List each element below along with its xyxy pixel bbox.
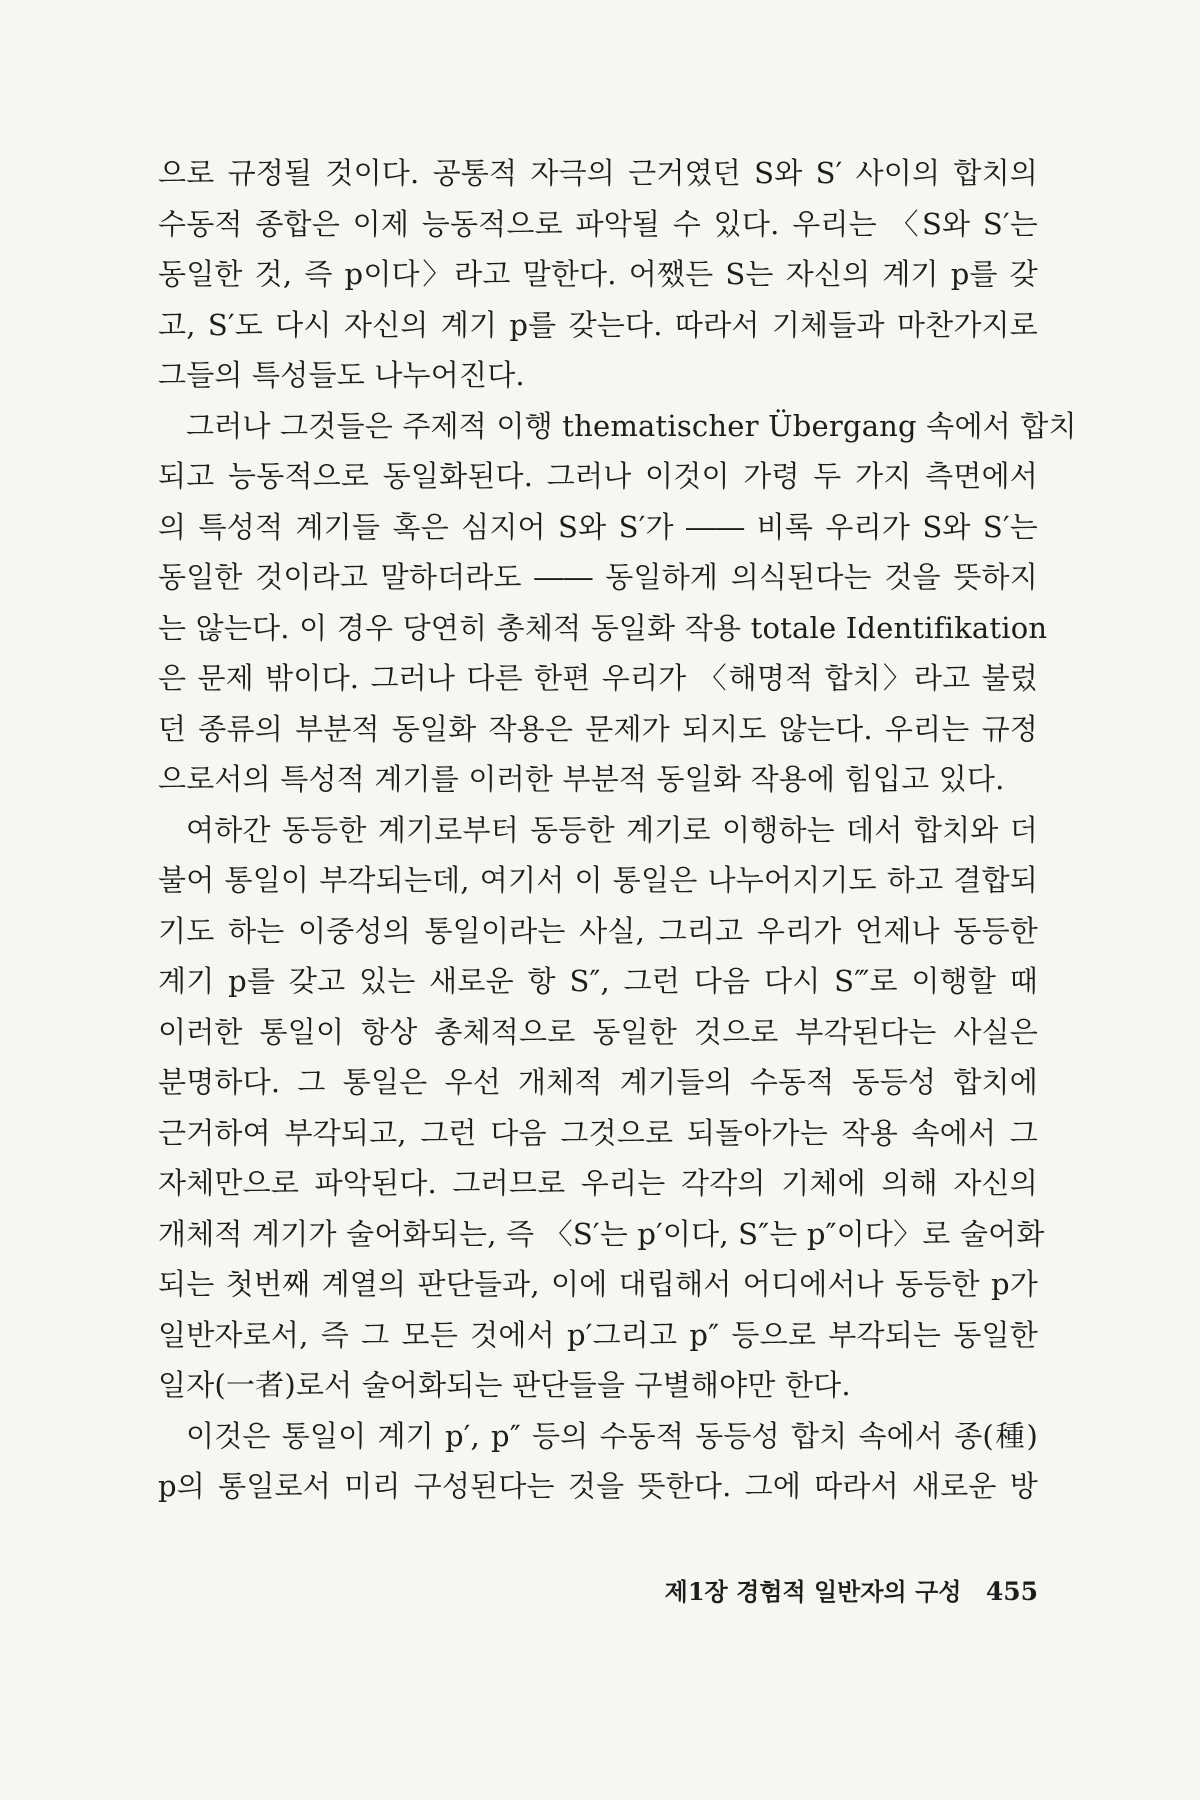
text-line: 동일한 것이라고 말하더라도 ―― 동일하게 의식된다는 것을 뜻하지 <box>158 560 1038 594</box>
text-line: 일반자로서, 즉 그 모든 것에서 p′그리고 p″ 등으로 부각되는 동일한 <box>158 1317 1038 1352</box>
text-line: 자체만으로 파악된다. 그러므로 우리는 각각의 기체에 의해 자신의 <box>158 1166 1038 1200</box>
chapter-title: 제1장 경험적 일반자의 구성 <box>664 1577 962 1606</box>
text-line: 으로서의 특성적 계기를 이러한 부분적 동일화 작용에 힘입고 있다. <box>158 762 1005 796</box>
book-page <box>158 148 1077 1748</box>
text-line: 근거하여 부각되고, 그런 다음 그것으로 되돌아가는 작용 속에서 그 <box>158 1115 1038 1150</box>
text-line: 그러나 그것들은 주제적 이행 thematischer Übergang 속에서 합치 <box>186 408 1077 443</box>
text-line: 수동적 종합은 이제 능동적으로 파악될 수 있다. 우리는 〈S와 S′는 <box>158 206 1038 241</box>
text-line: p의 통일로서 미리 구성된다는 것을 뜻한다. 그에 따라서 새로운 방 <box>158 1469 1038 1503</box>
text-line: 그들의 특성들도 나누어진다. <box>158 358 525 392</box>
text-line: 고, S′도 다시 자신의 계기 p를 갖는다. 따라서 기체들과 마찬가지로 <box>158 307 1038 342</box>
text-line: 던 종류의 부분적 동일화 작용은 문제가 되지도 않는다. 우리는 규정 <box>158 711 1038 746</box>
text-line: 되고 능동적으로 동일화된다. 그러나 이것이 가령 두 가지 측면에서 <box>158 459 1038 493</box>
text-line: 의 특성적 계기들 혹은 심지어 S와 S′가 ―― 비록 우리가 S와 S′는 <box>158 509 1038 544</box>
body-text <box>158 148 1077 1512</box>
text-line: 여하간 동등한 계기로부터 동등한 계기로 이행하는 데서 합치와 더 <box>186 812 1038 847</box>
text-line: 일자(一者)로서 술어화되는 판단들을 구별해야만 한다. <box>158 1368 851 1402</box>
text-line: 이것은 통일이 계기 p′, p″ 등의 수동적 동등성 합치 속에서 종(種) <box>186 1418 1038 1453</box>
text-line: 되는 첫번째 계열의 판단들과, 이에 대립해서 어디에서나 동등한 p가 <box>158 1267 1038 1301</box>
text-line: 은 문제 밖이다. 그러나 다른 한편 우리가 〈해명적 합치〉라고 불렀 <box>158 661 1038 695</box>
running-footer <box>158 1572 1038 1612</box>
page-number: 455 <box>985 1577 1038 1606</box>
text-line: 으로 규정될 것이다. 공통적 자극의 근거였던 S와 S′ 사이의 합치의 <box>158 156 1038 190</box>
text-line: 개체적 계기가 술어화되는, 즉 〈S′는 p′이다, S″는 p″이다〉로 술어화 <box>158 1216 1045 1251</box>
text-line: 계기 p를 갖고 있는 새로운 항 S″, 그런 다음 다시 S‴로 이행할 때 <box>158 964 1038 998</box>
text-line: 기도 하는 이중성의 통일이라는 사실, 그리고 우리가 언제나 동등한 <box>158 913 1038 948</box>
text-line: 불어 통일이 부각되는데, 여기서 이 통일은 나누어지기도 하고 결합되 <box>158 863 1038 897</box>
text-line: 분명하다. 그 통일은 우선 개체적 계기들의 수동적 동등성 합치에 <box>158 1065 1038 1099</box>
text-line: 이러한 통일이 항상 총체적으로 동일한 것으로 부각된다는 사실은 <box>158 1014 1038 1049</box>
text-line: 동일한 것, 즉 p이다〉라고 말한다. 어쨌든 S는 자신의 계기 p를 갖 <box>158 257 1038 291</box>
text-line: 는 않는다. 이 경우 당연히 총체적 동일화 작용 totale Identifikation <box>158 610 1048 645</box>
